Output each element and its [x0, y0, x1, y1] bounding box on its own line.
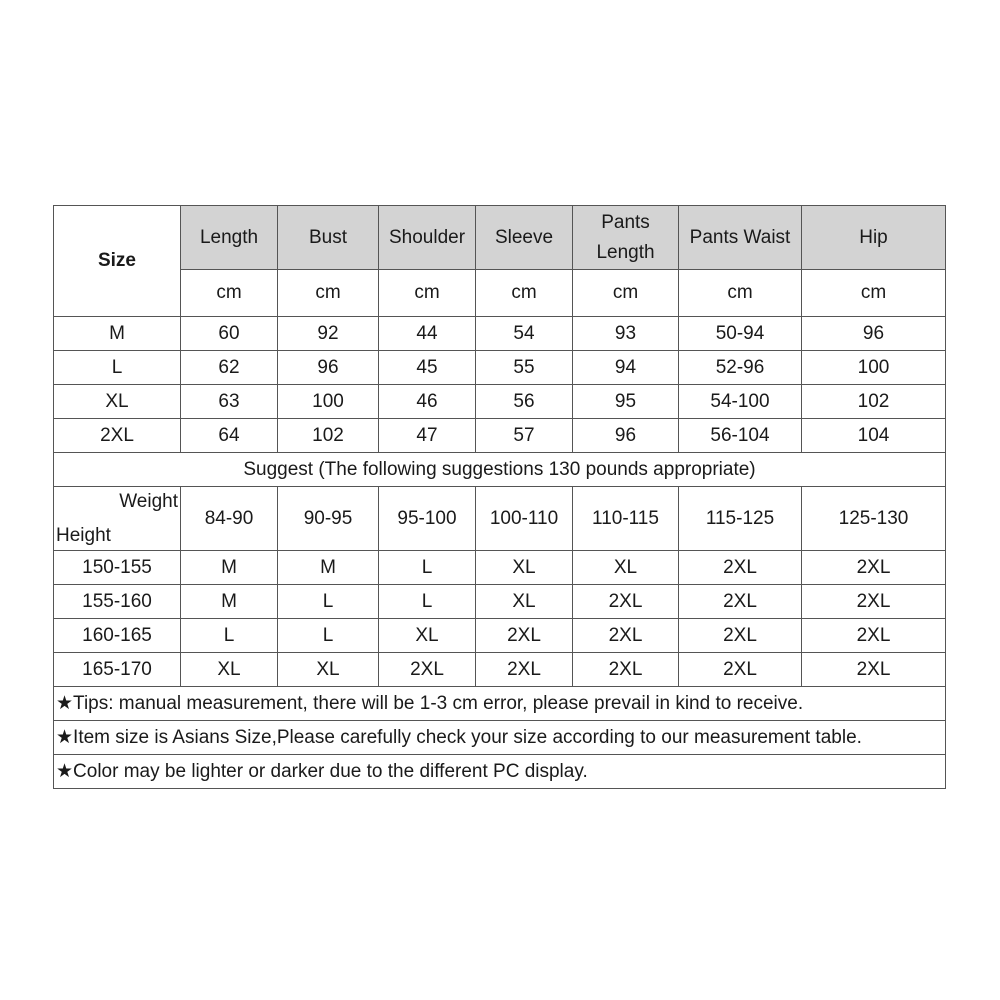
suggested-size: M — [181, 585, 278, 619]
note-row — [54, 687, 946, 721]
height-range: 160-165 — [54, 619, 181, 653]
height-range: 165-170 — [54, 653, 181, 687]
height-range: 150-155 — [54, 551, 181, 585]
measure-cell: 100 — [802, 351, 946, 385]
measure-cell: 54-100 — [679, 385, 802, 419]
measure-cell: 92 — [278, 317, 379, 351]
weight-range: 110-115 — [573, 487, 679, 551]
suggested-size: 2XL — [802, 653, 946, 687]
suggested-size: M — [181, 551, 278, 585]
note-row — [54, 721, 946, 755]
measure-cell: 96 — [573, 419, 679, 453]
suggestion-row — [54, 551, 946, 585]
height-label: Height — [56, 525, 111, 546]
suggested-size: 2XL — [573, 585, 679, 619]
note-text: Color may be lighter or darker due to the different PC display. — [73, 760, 588, 782]
suggested-size: L — [181, 619, 278, 653]
note-tips — [54, 687, 946, 721]
pants-length-header: Pants Length — [596, 211, 655, 263]
measure-cell: 46 — [379, 385, 476, 419]
measure-cell: 94 — [573, 351, 679, 385]
weight-label: Weight — [119, 491, 178, 512]
header-row — [54, 206, 946, 270]
suggest-title-row — [54, 453, 946, 487]
suggested-size: M — [278, 551, 379, 585]
units-row — [54, 270, 946, 317]
measurement-row — [54, 351, 946, 385]
suggested-size: 2XL — [802, 551, 946, 585]
measure-cell: 95 — [573, 385, 679, 419]
suggested-size: 2XL — [802, 619, 946, 653]
suggested-size: L — [379, 585, 476, 619]
measure-cell: 104 — [802, 419, 946, 453]
suggestion-row — [54, 653, 946, 687]
measure-cell: 63 — [181, 385, 278, 419]
suggestion-row — [54, 619, 946, 653]
star-icon: ★ — [56, 726, 74, 748]
suggested-size: 2XL — [679, 619, 802, 653]
unit-cell: cm — [679, 270, 802, 317]
unit-cell: cm — [476, 270, 573, 317]
suggested-size: XL — [573, 551, 679, 585]
measurement-row — [54, 317, 946, 351]
measure-cell: 64 — [181, 419, 278, 453]
measure-cell: 57 — [476, 419, 573, 453]
measure-cell: 44 — [379, 317, 476, 351]
suggested-size: 2XL — [476, 653, 573, 687]
weight-range: 115-125 — [679, 487, 802, 551]
suggested-size: XL — [181, 653, 278, 687]
size-cell: 2XL — [54, 419, 181, 453]
suggested-size: 2XL — [679, 585, 802, 619]
weight-range: 90-95 — [278, 487, 379, 551]
column-header: Hip — [802, 206, 946, 270]
size-cell: XL — [54, 385, 181, 419]
note-asian-size — [54, 721, 946, 755]
suggested-size: 2XL — [573, 619, 679, 653]
suggested-size: 2XL — [379, 653, 476, 687]
measure-cell: 45 — [379, 351, 476, 385]
note-row — [54, 755, 946, 789]
measure-cell: 100 — [278, 385, 379, 419]
suggested-size: XL — [476, 551, 573, 585]
measure-cell: 56-104 — [679, 419, 802, 453]
measure-cell: 52-96 — [679, 351, 802, 385]
unit-cell: cm — [181, 270, 278, 317]
measure-cell: 50-94 — [679, 317, 802, 351]
unit-cell: cm — [379, 270, 476, 317]
measurement-row — [54, 385, 946, 419]
weight-header-row — [54, 487, 946, 551]
suggested-size: L — [379, 551, 476, 585]
suggested-size: 2XL — [573, 653, 679, 687]
suggested-size: L — [278, 585, 379, 619]
column-header — [573, 206, 679, 270]
weight-height-corner — [54, 487, 181, 551]
star-icon: ★ — [56, 760, 74, 782]
measure-cell: 102 — [802, 385, 946, 419]
suggested-size: 2XL — [679, 653, 802, 687]
measure-cell: 62 — [181, 351, 278, 385]
column-header: Sleeve — [476, 206, 573, 270]
measure-cell: 93 — [573, 317, 679, 351]
star-icon: ★ — [56, 692, 74, 714]
column-header: Pants Waist — [679, 206, 802, 270]
weight-range: 125-130 — [802, 487, 946, 551]
suggested-size: 2XL — [802, 585, 946, 619]
measure-cell: 55 — [476, 351, 573, 385]
note-text: Item size is Asians Size,Please carefully check your size according to our measurement table. — [73, 726, 862, 748]
suggested-size: L — [278, 619, 379, 653]
suggested-size: 2XL — [476, 619, 573, 653]
suggested-size: 2XL — [679, 551, 802, 585]
column-header: Length — [181, 206, 278, 270]
suggested-size: XL — [379, 619, 476, 653]
note-text: Tips: manual measurement, there will be 1-3 cm error, please prevail in kind to receive. — [73, 692, 804, 714]
weight-range: 100-110 — [476, 487, 573, 551]
size-cell: M — [54, 317, 181, 351]
measure-cell: 96 — [802, 317, 946, 351]
height-range: 155-160 — [54, 585, 181, 619]
weight-range: 84-90 — [181, 487, 278, 551]
suggestion-row — [54, 585, 946, 619]
size-header-cell: Size — [54, 206, 181, 317]
weight-range: 95-100 — [379, 487, 476, 551]
size-chart-table — [53, 205, 946, 789]
size-cell: L — [54, 351, 181, 385]
measure-cell: 54 — [476, 317, 573, 351]
column-header: Shoulder — [379, 206, 476, 270]
unit-cell: cm — [278, 270, 379, 317]
note-color — [54, 755, 946, 789]
unit-cell: cm — [573, 270, 679, 317]
unit-cell: cm — [802, 270, 946, 317]
suggested-size: XL — [278, 653, 379, 687]
suggest-title: Suggest (The following suggestions 130 pounds appropriate) — [54, 453, 946, 487]
measure-cell: 102 — [278, 419, 379, 453]
measure-cell: 56 — [476, 385, 573, 419]
measure-cell: 96 — [278, 351, 379, 385]
suggested-size: XL — [476, 585, 573, 619]
measurement-row — [54, 419, 946, 453]
measure-cell: 47 — [379, 419, 476, 453]
column-header: Bust — [278, 206, 379, 270]
measure-cell: 60 — [181, 317, 278, 351]
